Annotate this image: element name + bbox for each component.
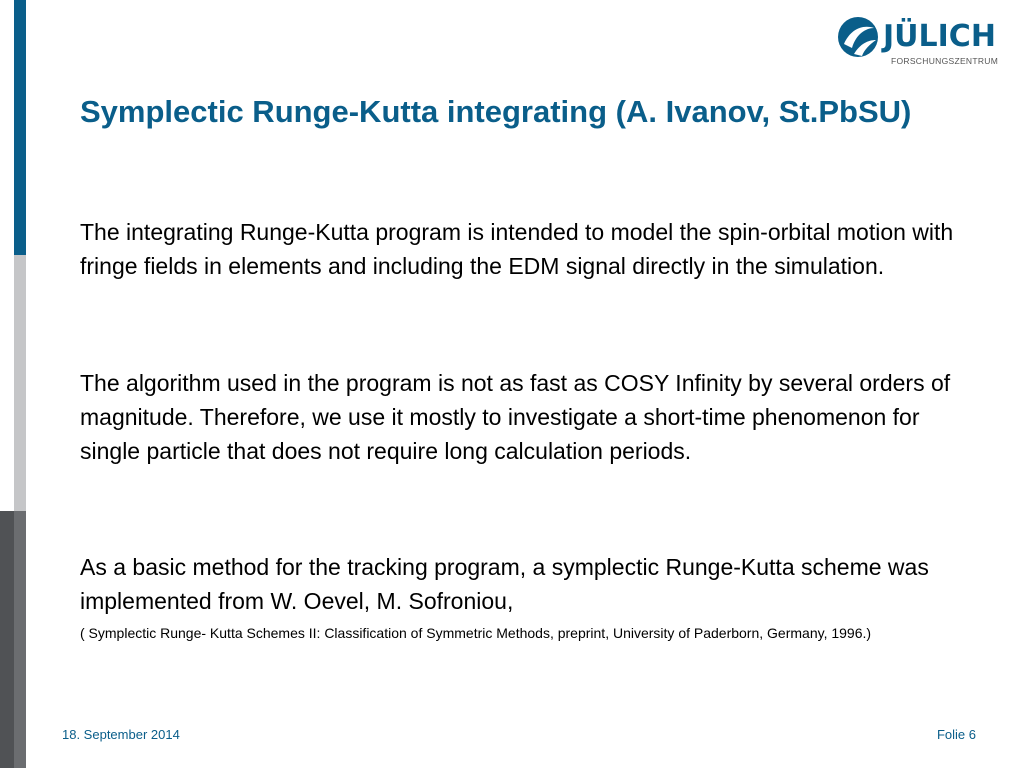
left-bar-blue [14, 0, 26, 255]
juelich-logo [836, 14, 1006, 70]
juelich-logo-icon [836, 14, 880, 60]
slide-title: Symplectic Runge-Kutta integrating (A. Ivanov, St.PbSU) [80, 94, 912, 129]
paragraph-1: The integrating Runge-Kutta program is intended to model the spin-orbital motion with fringe fields in elements and including the EDM signal directly in the simulation. [80, 219, 954, 279]
left-bar-dark-inner [14, 511, 26, 768]
left-bar-light [14, 255, 26, 511]
paragraph-2: The algorithm used in the program is not as fast as COSY Infinity by several orders of magnitude. Therefore, we use it mostly to investigate a short-time phenomenon for single particle that does not require long calculation periods. [80, 370, 951, 464]
logo-subtitle: FORSCHUNGSZENTRUM [891, 56, 999, 66]
footer-slide-number: Folie 6 [936, 727, 976, 742]
reference-note: ( Symplectic Runge- Kutta Schemes II: Classification of Symmetric Methods, preprint, University of Paderborn, Germany, 1996.) [80, 625, 872, 641]
logo-name: JÜLICH [883, 19, 996, 54]
paragraph-3: As a basic method for the tracking program, a symplectic Runge-Kutta scheme was implemented from W. Oevel, M. Sofroniou, [80, 554, 929, 614]
footer-date: 18. September 2014 [62, 727, 180, 742]
left-bar-dark [0, 511, 14, 768]
